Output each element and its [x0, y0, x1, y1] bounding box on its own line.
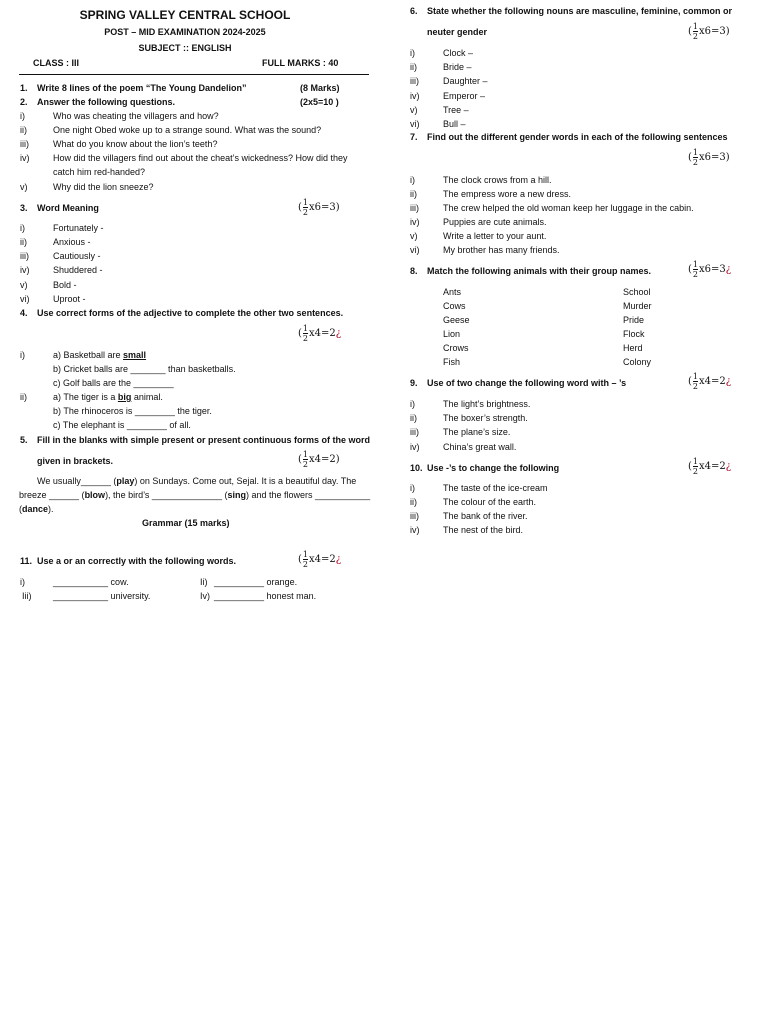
item-number: vi): [20, 294, 30, 304]
q9-marks-fraction: ( $\frac{1}{2}$ x4=2¿: [688, 372, 732, 391]
group-name-item: Colony: [623, 357, 652, 367]
q5-passage-line1: We usually______ (play) on Sundays. Come out, Sejal. It is a beautiful day. The: [37, 476, 357, 486]
item-number: i): [410, 483, 415, 493]
q11-number: 11.: [20, 556, 33, 566]
item-number: iii): [410, 76, 419, 86]
q8-text: Match the following animals with their group names.: [427, 266, 652, 276]
item-text: Why did the lion sneeze?: [53, 182, 154, 192]
group-name-item: Flock: [623, 329, 645, 339]
item-number: ii): [410, 62, 417, 72]
item-text: Fortunately -: [53, 223, 104, 233]
item-text: Write a letter to your aunt.: [443, 231, 547, 241]
q4-ii-a: a) The tiger is a big animal.: [53, 392, 163, 402]
item-number: iii): [410, 203, 419, 213]
grammar-heading: Grammar (15 marks): [142, 518, 230, 528]
item-text: The colour of the earth.: [443, 497, 537, 507]
item-number: Iv): [200, 591, 210, 601]
q4-marks-fraction: ( $\frac{1}{2}$ x4=2¿: [298, 324, 342, 343]
item-text: Anxious -: [53, 237, 91, 247]
q5-text-line1: Fill in the blanks with simple present or present continuous forms of the word: [37, 435, 371, 445]
q4-i-c: c) Golf balls are the ________: [53, 378, 174, 388]
item-number: vi): [410, 245, 420, 255]
item-number: iv): [20, 265, 30, 275]
q1-number: 1.: [20, 83, 28, 93]
q4-number: 4.: [20, 308, 28, 318]
item-text: Tree –: [443, 105, 469, 115]
item-number: iv): [410, 217, 420, 227]
school-name: SPRING VALLEY CENTRAL SCHOOL: [79, 8, 291, 22]
item-number: i): [20, 223, 25, 233]
q3-marks-fraction: ( $\frac{1}{2}$ x6=3): [298, 198, 340, 217]
q6-text-line1: State whether the following nouns are masculine, feminine, common or: [427, 6, 733, 16]
item-number: v): [410, 231, 418, 241]
animal-item: Fish: [443, 357, 461, 367]
item-number: i): [20, 350, 25, 360]
item-number: iii): [410, 511, 419, 521]
item-number: v): [410, 105, 418, 115]
item-number: Ii): [200, 577, 208, 587]
item-text: The empress wore a new dress.: [443, 189, 572, 199]
q10-number: 10.: [410, 463, 423, 473]
item-number: ii): [20, 392, 27, 402]
item-number: i): [410, 48, 415, 58]
item-number: ii): [20, 237, 27, 247]
item-number: v): [20, 182, 28, 192]
q10-text: Use -’s to change the following: [427, 463, 560, 473]
item-number: ii): [20, 125, 27, 135]
item-text: ___________ cow.: [53, 577, 129, 587]
item-text: Who was cheating the villagers and how?: [53, 111, 219, 121]
item-text: One night Obed woke up to a strange sound. What was the sound?: [53, 125, 322, 135]
item-text: Puppies are cute animals.: [443, 217, 547, 227]
item-text: Cautiously -: [53, 251, 101, 261]
q6-marks-fraction: ( $\frac{1}{2}$ x6=3): [688, 22, 730, 41]
q9-number: 9.: [410, 378, 418, 388]
q5-marks-fraction: ( $\frac{1}{2}$ x4=2): [298, 450, 340, 469]
item-text: The light’s brightness.: [443, 399, 531, 409]
q2-text: Answer the following questions.: [37, 97, 176, 107]
item-number: iii): [20, 251, 29, 261]
header-divider: [19, 74, 369, 75]
group-name-item: Pride: [623, 315, 645, 325]
item-text: How did the villagers find out about the cheat’s wickedness? How did they: [53, 153, 348, 163]
q5-number: 5.: [20, 435, 28, 445]
item-text: Bold -: [53, 280, 77, 290]
q4-i-a: a) Basketball are small: [53, 350, 147, 360]
animal-item: Crows: [443, 343, 469, 353]
item-text: The bank of the river.: [443, 511, 528, 521]
item-text: China’s great wall.: [443, 442, 517, 452]
item-text: My brother has many friends.: [443, 245, 560, 255]
item-number: v): [20, 280, 28, 290]
q8-marks-fraction: ( $\frac{1}{2}$ x6=3¿: [688, 260, 732, 279]
q11-marks-fraction: ( $\frac{1}{2}$ x4=2¿: [298, 550, 342, 569]
item-number: iii): [20, 139, 29, 149]
q8-number: 8.: [410, 266, 418, 276]
item-text: Uproot -: [53, 294, 86, 304]
item-text: Daughter –: [443, 76, 488, 86]
item-text: ___________ university.: [53, 591, 151, 601]
q10-marks-fraction: ( $\frac{1}{2}$ x4=2¿: [688, 457, 732, 476]
item-number: i): [410, 175, 415, 185]
group-name-item: School: [623, 287, 651, 297]
q3-text: Word Meaning: [37, 203, 99, 213]
group-name-item: Murder: [623, 301, 652, 311]
item-number: ii): [410, 497, 417, 507]
q7-number: 7.: [410, 132, 418, 142]
q1-marks: (8 Marks): [300, 83, 340, 93]
item-number: iv): [410, 525, 420, 535]
item-text: The clock crows from a hill.: [443, 175, 552, 185]
item-text: Clock –: [443, 48, 474, 58]
item-text: Bride –: [443, 62, 472, 72]
item-text: What do you know about the lion’s teeth?: [53, 139, 218, 149]
animal-item: Geese: [443, 315, 470, 325]
item-text: Emperor –: [443, 91, 486, 101]
q3-number: 3.: [20, 203, 28, 213]
group-name-item: Herd: [623, 343, 643, 353]
q4-text: Use correct forms of the adjective to complete the other two sentences.: [37, 308, 344, 318]
q9-text: Use of two change the following word with – ’s: [427, 378, 627, 388]
q5-passage-line3: (dance).: [19, 504, 54, 514]
q5-text-line2: given in brackets.: [37, 456, 114, 466]
item-number: i): [20, 111, 25, 121]
item-number: ii): [410, 413, 417, 423]
item-text: The plane’s size.: [443, 427, 511, 437]
item-text: Shuddered -: [53, 265, 103, 275]
item-text: __________ honest man.: [214, 591, 317, 601]
q5-passage-line2: breeze ______ (blow), the bird’s ______________ (sing) and the flowers ___________: [19, 490, 371, 500]
q4-ii-c: c) The elephant is ________ of all.: [53, 420, 191, 430]
animal-item: Lion: [443, 329, 461, 339]
item-text: The boxer’s strength.: [443, 413, 528, 423]
item-number: iv): [20, 153, 30, 163]
item-number: vi): [410, 119, 420, 129]
item-text: The taste of the ice-cream: [443, 483, 548, 493]
q6-text-line2: neuter gender: [427, 27, 488, 37]
item-text: catch him red-handed?: [53, 167, 146, 177]
item-text: Bull –: [443, 119, 466, 129]
item-number: i): [20, 577, 25, 587]
animal-item: Cows: [443, 301, 466, 311]
q7-text: Find out the different gender words in each of the following sentences: [427, 132, 728, 142]
full-marks-label: FULL MARKS : 40: [262, 58, 339, 68]
item-number: ii): [410, 189, 417, 199]
item-number: iv): [410, 442, 420, 452]
q11-text: Use a or an correctly with the following words.: [37, 556, 237, 566]
q4-ii-b: b) The rhinoceros is ________ the tiger.: [53, 406, 212, 416]
q2-number: 2.: [20, 97, 28, 107]
q1-text: Write 8 lines of the poem “The Young Dandelion”: [37, 83, 247, 93]
class-label: CLASS : III: [33, 58, 80, 68]
item-text: The crew helped the old woman keep her luggage in the cabin.: [443, 203, 694, 213]
item-text: The nest of the bird.: [443, 525, 524, 535]
q4-i-b: b) Cricket balls are _______ than basketballs.: [53, 364, 236, 374]
q7-marks-fraction: ( $\frac{1}{2}$ x6=3): [688, 148, 730, 167]
animal-item: Ants: [443, 287, 462, 297]
item-text: __________ orange.: [214, 577, 298, 587]
item-number: Iii): [22, 591, 32, 601]
item-number: iii): [410, 427, 419, 437]
subject-title: SUBJECT :: ENGLISH: [138, 43, 232, 53]
item-number: iv): [410, 91, 420, 101]
item-number: i): [410, 399, 415, 409]
q2-marks: (2x5=10 ): [300, 97, 339, 107]
q6-number: 6.: [410, 6, 418, 16]
exam-title: POST – MID EXAMINATION 2024-2025: [104, 27, 266, 37]
